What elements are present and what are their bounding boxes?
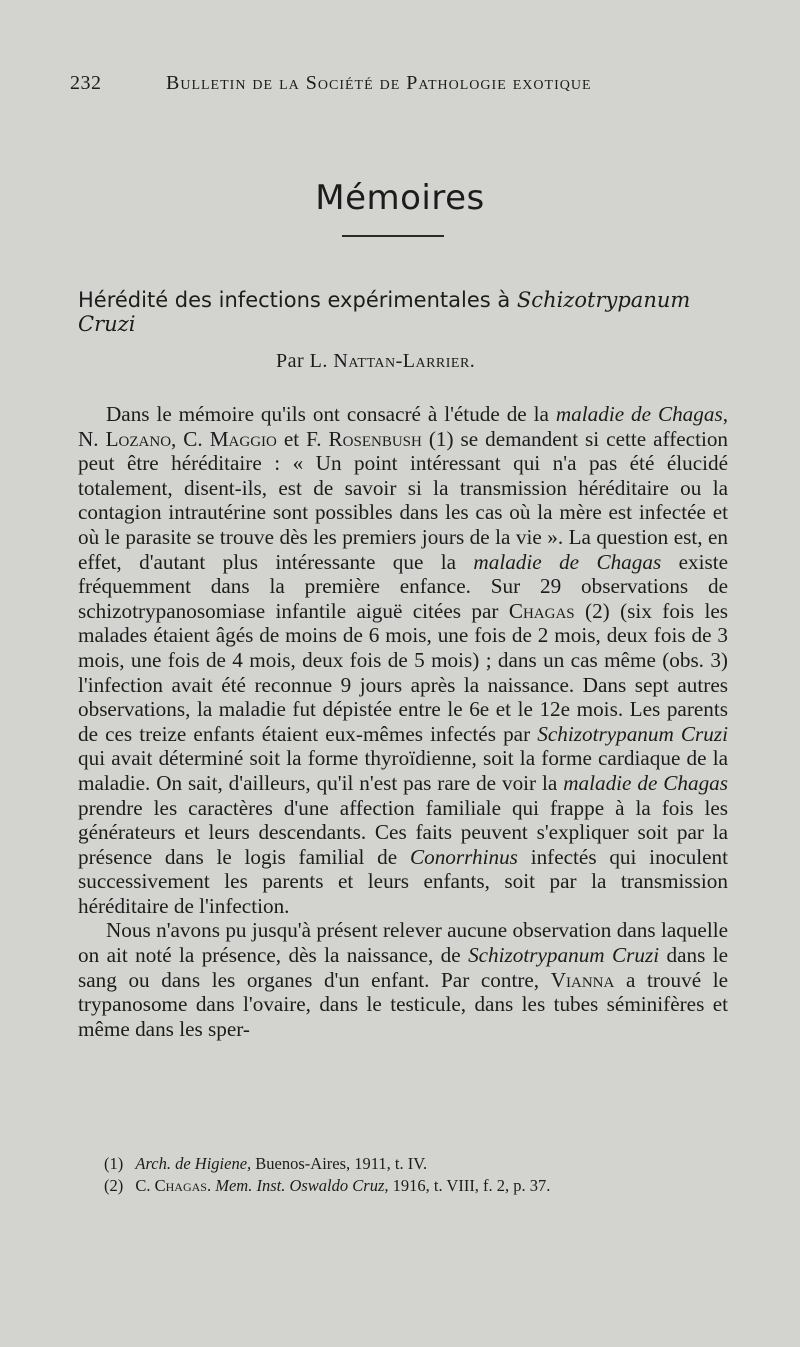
text-run: a trouvé le trypanosome dans l'ovaire, dans le testicule, dans les tubes séminifères et même dans les sper- bbox=[78, 967, 728, 1041]
text-run: (2) (six fois les malades étaient âgés de moins de 6 mois, une fois de 2 mois, deux fois de 3 mois, une fois de 4 mois, deux fois de 5 mois) ; dans un cas même (obs. 3) l'infection avait été reconnue 9 jours après la naissance. Dans sept autres observations, la maladie fut dépistée entre le 6e et le 12e mois. Les parents de ces treize enfants étaient eux-mêmes infectés par bbox=[78, 598, 729, 746]
italic-term: maladie de Chagas bbox=[473, 549, 662, 574]
byline-label: Par L. bbox=[276, 350, 328, 372]
title-rule bbox=[342, 235, 444, 237]
author-ref: Maggio bbox=[209, 426, 277, 451]
text-run: et F. bbox=[283, 426, 322, 451]
text-run: infectés qui inoculent successivement les parents et leurs enfants, soit par la transmission héréditaire de l'infection. bbox=[78, 844, 729, 918]
author-ref: Rosenbush bbox=[328, 426, 422, 451]
text-run: Dans le mémoire qu'ils ont consacré à l'étude de la bbox=[106, 402, 549, 426]
italic-term: Schizotrypanum Cruzi bbox=[468, 943, 660, 968]
page-number: 232 bbox=[70, 72, 102, 94]
text-run: existe fréquemment dans la première enfance. Sur 29 observations de schizotrypanosomiase infantile aiguë citées par bbox=[78, 549, 729, 623]
paragraph-2 bbox=[78, 918, 728, 1041]
italic-term: maladie de Chagas bbox=[555, 402, 723, 426]
paragraph-1 bbox=[78, 402, 728, 918]
journal-title: Bulletin de la Société de Pathologie exotique bbox=[166, 72, 592, 94]
section-title: Mémoires bbox=[315, 178, 485, 218]
author-name: Nattan-Larrier. bbox=[333, 350, 476, 372]
footnote-text: Buenos-Aires, 1911, t. IV. bbox=[255, 1154, 428, 1173]
author-ref: Chagas bbox=[508, 598, 575, 623]
author-ref: Vianna bbox=[550, 967, 615, 992]
article-title bbox=[78, 288, 738, 336]
footnote-source: Arch. de Higiene, bbox=[135, 1154, 252, 1173]
text-run: qui avait déterminé soit la forme thyroïdienne, soit la forme cardiaque de la maladie. On sait, d'ailleurs, qu'il n'est pas rare de voir la bbox=[78, 746, 728, 795]
article-body bbox=[78, 402, 728, 1041]
byline bbox=[276, 350, 475, 373]
article-title-species: Schizotrypanum Cruzi bbox=[78, 288, 691, 336]
footnote-text: 1916, t. VIII, f. 2, p. 37. bbox=[392, 1176, 551, 1195]
author-ref: Lozano bbox=[105, 426, 172, 451]
text-run: , C. bbox=[171, 426, 203, 451]
text-run: (1) se demandent si cette affection peut être héréditaire : « Un point intéressant qui n'a pas été élucidé totalement, disent-ils, est de savoir si la transmission héréditaire ou la contagion intrautérine sont possibles dans les cas où la mère est infectée et où le parasite se trouve dès les premiers jours de la vie ». La question est, en effet, d'autant plus intéressante que la bbox=[78, 426, 729, 574]
footnote-source: Mem. Inst. Oswaldo Cruz, bbox=[215, 1176, 389, 1195]
text-run: , N. bbox=[78, 402, 728, 451]
text-run: Nous n'avons pu jusqu'à présent relever aucune observation dans laquelle on ait noté la présence, dès la naissance, de bbox=[78, 918, 728, 968]
text-run: prendre les caractères d'une affection familiale qui frappe à la fois les générateurs et leurs descendants. Ces faits peuvent s'expliquer soit par la présence dans le logis familial de bbox=[78, 795, 728, 869]
footnote-2 bbox=[104, 1175, 724, 1197]
footnote-author: Chagas. bbox=[154, 1176, 212, 1195]
footnote-text: C. bbox=[135, 1176, 151, 1195]
italic-term: Schizotrypanum Cruzi bbox=[537, 721, 728, 746]
footnotes bbox=[104, 1153, 724, 1197]
footnote-number: (2) bbox=[104, 1176, 124, 1195]
italic-term: maladie de Chagas bbox=[563, 770, 729, 795]
text-run: dans le sang ou dans les organes d'un enfant. Par contre, bbox=[78, 943, 729, 992]
italic-term: Conorrhinus bbox=[409, 844, 518, 869]
footnote-1 bbox=[104, 1153, 724, 1175]
footnote-number: (1) bbox=[104, 1154, 124, 1173]
article-title-text: Hérédité des infections expérimentales à bbox=[78, 288, 511, 312]
